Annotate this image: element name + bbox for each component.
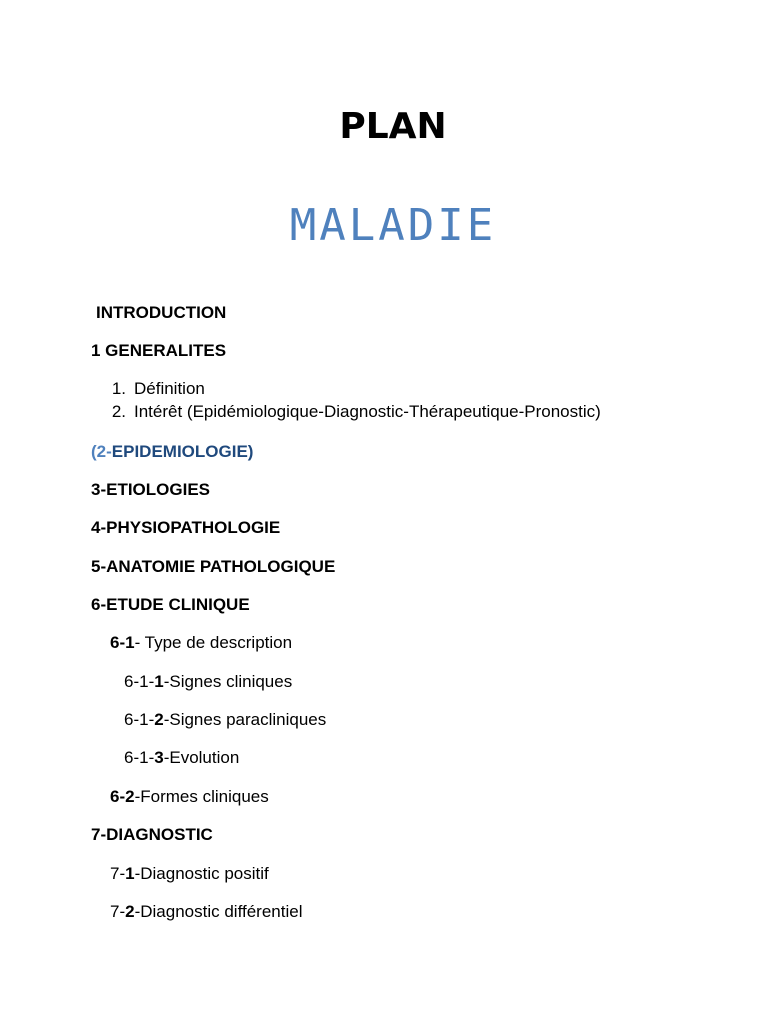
outline-7-2: [110, 901, 302, 923]
page-title: PLAN: [339, 106, 447, 147]
outline-6-2: [110, 786, 269, 808]
list-text: Définition: [134, 379, 205, 398]
section-number: 3: [154, 748, 164, 767]
outline-anatomie: 5-ANATOMIE PATHOLOGIQUE: [91, 557, 336, 576]
section-prefix: 7-: [110, 902, 126, 921]
outline-6-1: [110, 632, 292, 654]
outline-epidemiologie: [91, 441, 253, 463]
section-text: -Signes paracliniques: [163, 710, 327, 729]
outline-sub-definition: [102, 378, 205, 400]
section-number: 1: [154, 672, 164, 691]
outline-6-1-2: [124, 709, 326, 731]
outline-7-1: [110, 863, 269, 885]
outline-introduction: INTRODUCTION: [96, 303, 227, 322]
outline-6-1-3: [124, 747, 239, 769]
outline-etiologies: 3-ETIOLOGIES: [91, 480, 211, 499]
list-number: 2.: [111, 402, 126, 421]
section-prefix: 6-1-: [124, 710, 155, 729]
list-text: Intérêt (Epidémiologique-Diagnostic-Thérapeutique-Pronostic): [134, 402, 601, 421]
section-text: -Signes cliniques: [163, 672, 293, 691]
section-text: -Formes cliniques: [134, 787, 269, 806]
section-number: 1: [125, 864, 135, 883]
section-prefix: 7-: [110, 864, 126, 883]
section-text: - Type de description: [134, 633, 293, 652]
section-prefix: 6-1-: [124, 748, 155, 767]
section-prefix: 6-1-: [124, 672, 155, 691]
outline-diagnostic: 7-DIAGNOSTIC: [91, 825, 213, 844]
outline-etude-clinique: 6-ETUDE CLINIQUE: [91, 595, 250, 614]
epidemiologie-text: EPIDEMIOLOGIE): [111, 442, 254, 461]
outline-sub-interet: [102, 401, 601, 423]
outline-generalites: 1 GENERALITES: [91, 341, 227, 360]
section-number: 6-2: [110, 787, 135, 806]
outline-physiopathologie: 4-PHYSIOPATHOLOGIE: [91, 518, 281, 537]
section-text: -Diagnostic positif: [134, 864, 269, 883]
epidemiologie-prefix: (2-: [91, 442, 112, 461]
outline-6-1-1: [124, 671, 292, 693]
subtitle-maladie: MALADIE: [289, 200, 497, 251]
section-text: -Evolution: [163, 748, 240, 767]
list-number: 1.: [111, 379, 126, 398]
section-number: 2: [125, 902, 135, 921]
section-number: 2: [154, 710, 164, 729]
section-text: -Diagnostic différentiel: [134, 902, 303, 921]
section-number: 6-1: [110, 633, 135, 652]
